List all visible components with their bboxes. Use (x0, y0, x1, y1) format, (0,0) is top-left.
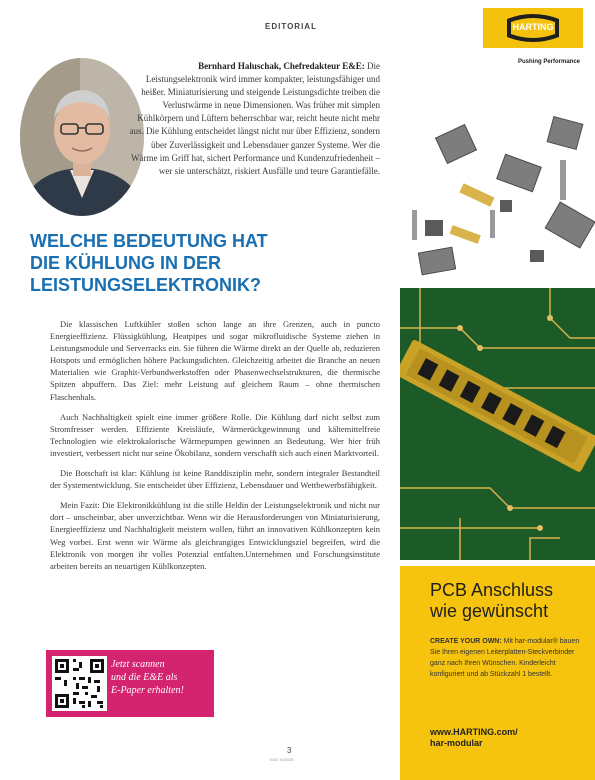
headline-line-3: LEISTUNGSELEKTRONIK? (30, 275, 262, 295)
intro-author: Bernhard Haluschak, Chefredakteur E&E: (198, 61, 365, 71)
paragraph: Die Botschaft ist klar: Kühlung ist keine Randdisziplin mehr, sondern integraler Bestandteil der Systementwicklung. Sie entscheidet über Effizienz, Lebensdauer und Wettbewerbsfähigkeit. (50, 468, 380, 491)
ad-title (430, 580, 590, 622)
page-issue: E&E 10/2025 (270, 757, 294, 762)
qr-code-icon[interactable] (52, 656, 107, 711)
ad-url-line-1: www.HARTING.com/ (430, 727, 518, 737)
intro-body: Die Leistungselektronik wird immer kompakter, leistungsfähiger und heißer. Miniaturisierung und steigende Leistungsdichte treiben die Verlustwärme in neue Dimensionen. Was früher mit simplen Kühlkörpern und Lüftern beherrschbar war, reicht heute nicht mehr aus. Die Kühlung entscheidet längst nicht nur über Effizienz, sondern über Zuverlässigkeit und Lebensdauer ganzer Systeme. Wer die Wärme im Griff hat, sichert Performance und Kundenzufriedenheit – wer sie unterschätzt, riskiert Ausfälle und teure Garantiefälle. (129, 61, 380, 176)
page-number: 3 (287, 746, 292, 755)
connector-products-image (400, 100, 595, 560)
ad-title-line-1: PCB Anschluss (430, 580, 554, 600)
ad-desc-lead: CREATE YOUR OWN: (430, 638, 502, 645)
harting-logo[interactable] (483, 8, 583, 48)
headline (30, 230, 390, 296)
ad-desc-body: Mit har-modular® bauen Sie Ihren eigenen Leiterplatten-Steckverbinder ganz nach Ihren Wünschen. Kinderleicht konfiguriert und ab Stückzahl 1 bestellt. (430, 638, 580, 678)
promo-line: Jetzt scannen (111, 659, 165, 670)
headline-line-2: DIE KÜHLUNG IN DER (30, 253, 222, 273)
ad-url-link[interactable] (430, 727, 580, 749)
author-portrait (20, 58, 144, 216)
ad-title-line-2: wie gewünscht (430, 601, 549, 621)
author-photo (20, 58, 144, 216)
ad-url-line-2: har-modular (430, 738, 483, 748)
section-label: EDITORIAL (265, 22, 317, 31)
ad-slogan: Pushing Performance (517, 59, 580, 65)
epaper-promo[interactable] (46, 650, 214, 717)
paragraph: Die klassischen Luftkühler stoßen schon lange an ihre Grenzen, auch in puncto Energieeffizienz. Flüssigkühlung, Heatpipes und sogar mikrofluidische Systeme ziehen in Leistungsmodule und Serverracks ein. Sie führen die Wärme direkt an der Quelle ab, reduzieren Hotspots und ermöglichen höhere Packungsdichten. Gleichzeitig arbeitet die Branche an neuen Materialien wie Graphit-Verbundwerkstoffen oder Phasenwechselstrukturen, die thermische Spitzen abpuffern. Das Ziel: mehr Leistung auf gleichem Raum – ohne thermischen Flaschenhals. (50, 319, 380, 402)
intro-text (128, 60, 380, 178)
epaper-promo-text (111, 658, 211, 697)
headline-line-1: WELCHE BEDEUTUNG HAT (30, 231, 268, 251)
paragraph: Mein Fazit: Die Elektronikkühlung ist die stille Heldin der Leistungselektronik und nicht nur dort – unscheinbar, aber unverzichtbar. Wenn wir die Herausforderungen von Miniaturisierung, Energieeffizienz und Nachhaltigkeit meistern wollen, führt an innovativen Kühlkonzepten kein Weg vorbei. Erst wenn wir Wärme als gleichrangiges Entwicklungsziel begreifen, wird die Elektronik von morgen ihr volles Potenzial entfalten.Unternehmen und Forschungsinstitute arbeiten bereits an neuartigen Kühlkonzepten. (50, 500, 380, 571)
article-body (50, 318, 380, 580)
promo-line: E-Paper erhalten! (111, 685, 184, 696)
ad-description (430, 636, 580, 680)
logo-wordmark: HARTING (512, 22, 554, 32)
promo-line: und die E&E als (111, 672, 178, 683)
paragraph: Auch Nachhaltigkeit spielt eine immer größere Rolle. Die Kühlung darf nicht selbst zum Stromfresser werden. Effiziente Kreisläufe, Wärmerückgewinnung und kältemittelfreie Technologien wie elektrokalorische Wärmepumpen gewinnen an Bedeutung. Wer hier früh investiert, verbessert nicht nur seine Ökobilanz, sondern verschafft sich auch einen Marktvorteil. (50, 411, 380, 458)
